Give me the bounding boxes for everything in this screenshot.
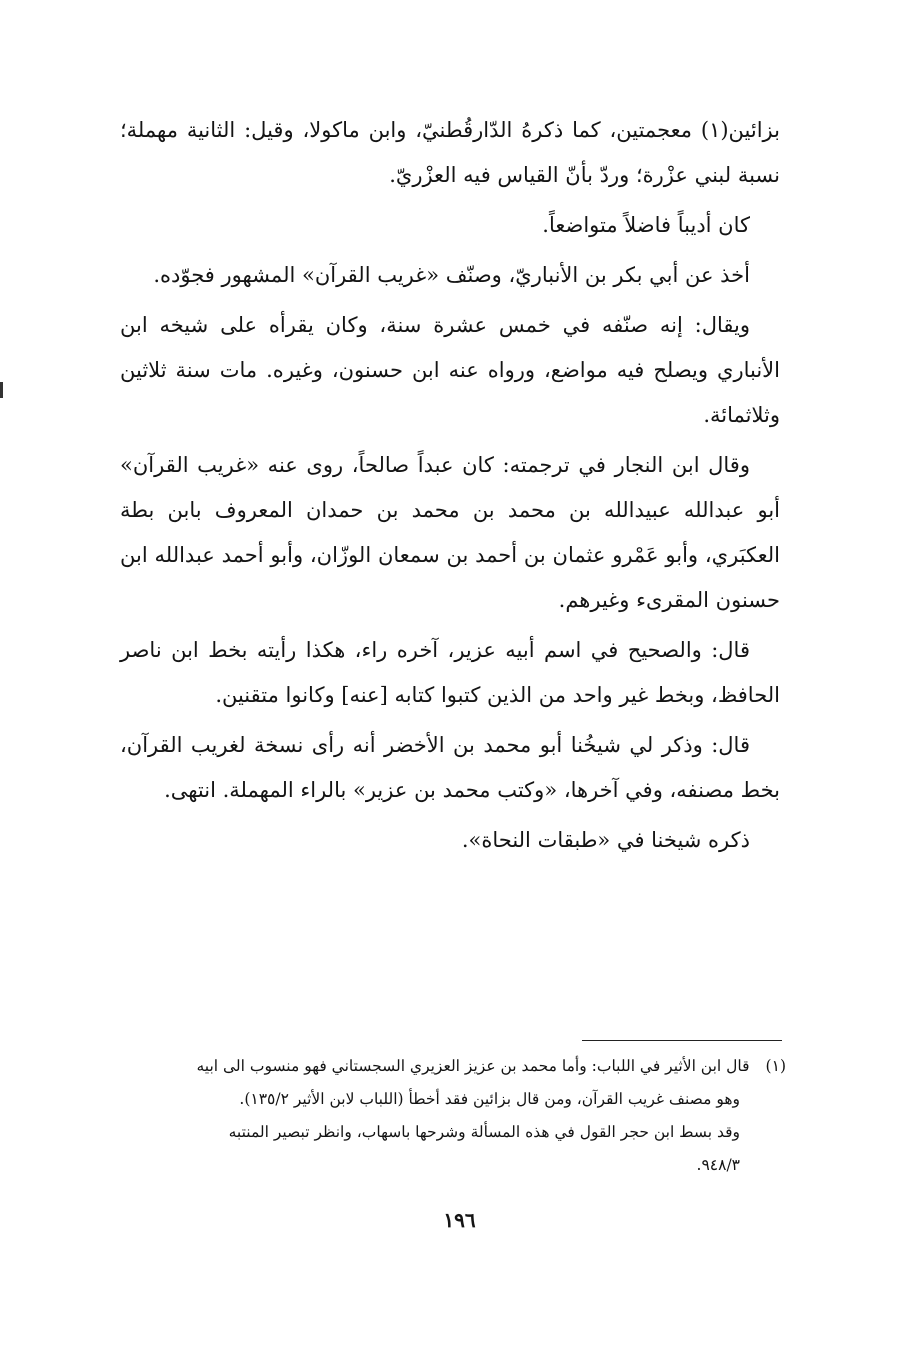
paragraph-4: ويقال: إنه صنّفه في خمس عشرة سنة، وكان يقرأه على شيخه ابن الأنباري ويصلح فيه مواضع، ورواه عنه ابن حسنون، وغيره. مات سنة ثلاثين وثلاثمائة. [120, 313, 780, 427]
paragraph-7: قال: وذكر لي شيخُنا أبو محمد بن الأخضر أنه رأى نسخة لغريب القرآن، بخط مصنفه، وفي آخرها، «وكتب محمد بن عزير» بالراء المهملة. انتهى. [120, 733, 780, 802]
paragraph-6: قال: والصحيح في اسم أبيه عزير، آخره راء، هكذا رأيته بخط ابن ناصر الحافظ، وبخط غير واحد من الذين كتبوا كتابه [عنه] وكانوا متقنين. [120, 638, 780, 707]
paragraph-3: أخذ عن أبي بكر بن الأنباريّ، وصنّف «غريب القرآن» المشهور فجوّده. [153, 263, 750, 287]
page-number: ١٩٦ [443, 1208, 476, 1232]
footnotes-section [110, 1050, 786, 1182]
footnote-text-1: قال ابن الأثير في اللباب: وأما محمد بن عزيز العزيري السجستاني فهو منسوب الى ابيه [196, 1057, 750, 1075]
main-text-body [120, 108, 780, 868]
footnote-number: (١) [765, 1057, 786, 1075]
paragraph-2: كان أديباً فاضلاً متواضعاً. [542, 213, 750, 237]
scan-edge-mark [0, 382, 3, 398]
paragraph-1: بزائين(١) معجمتين، كما ذكرهُ الدّارقُطنيّ، وابن ماكولا، وقيل: الثانية مهملة؛ نسبة لبني عزْرة؛ وردّ بأنّ القياس فيه العزْريّ. [120, 118, 780, 187]
paragraph-5: وقال ابن النجار في ترجمته: كان عبداً صالحاً، روى عنه «غريب القرآن» أبو عبدالله عبيدالله بن محمد بن محمد بن حمدان المعروف بابن بطة العكبَري، وأبو عَمْرو عثمان بن أحمد بن سمعان الوزّان، وأبو أحمد عبدالله ابن حسنون المقرىء وغيرهم. [120, 453, 780, 612]
footnote-line-3: وقد بسط ابن حجر القول في هذه المسألة وشرحها باسهاب، وانظر تبصير المنتبه [228, 1123, 740, 1141]
footnote-line-2: وهو مصنف غريب القرآن، ومن قال بزائين فقد أخطأ (اللباب لابن الأثير ١٣٥/٢). [239, 1090, 740, 1108]
footnote-line-1 [110, 1050, 786, 1083]
paragraph-8: ذكره شيخنا في «طبقات النحاة». [461, 828, 750, 852]
footnote-separator [582, 1040, 782, 1041]
footnote-line-4: ٩٤٨/٣. [696, 1156, 740, 1174]
